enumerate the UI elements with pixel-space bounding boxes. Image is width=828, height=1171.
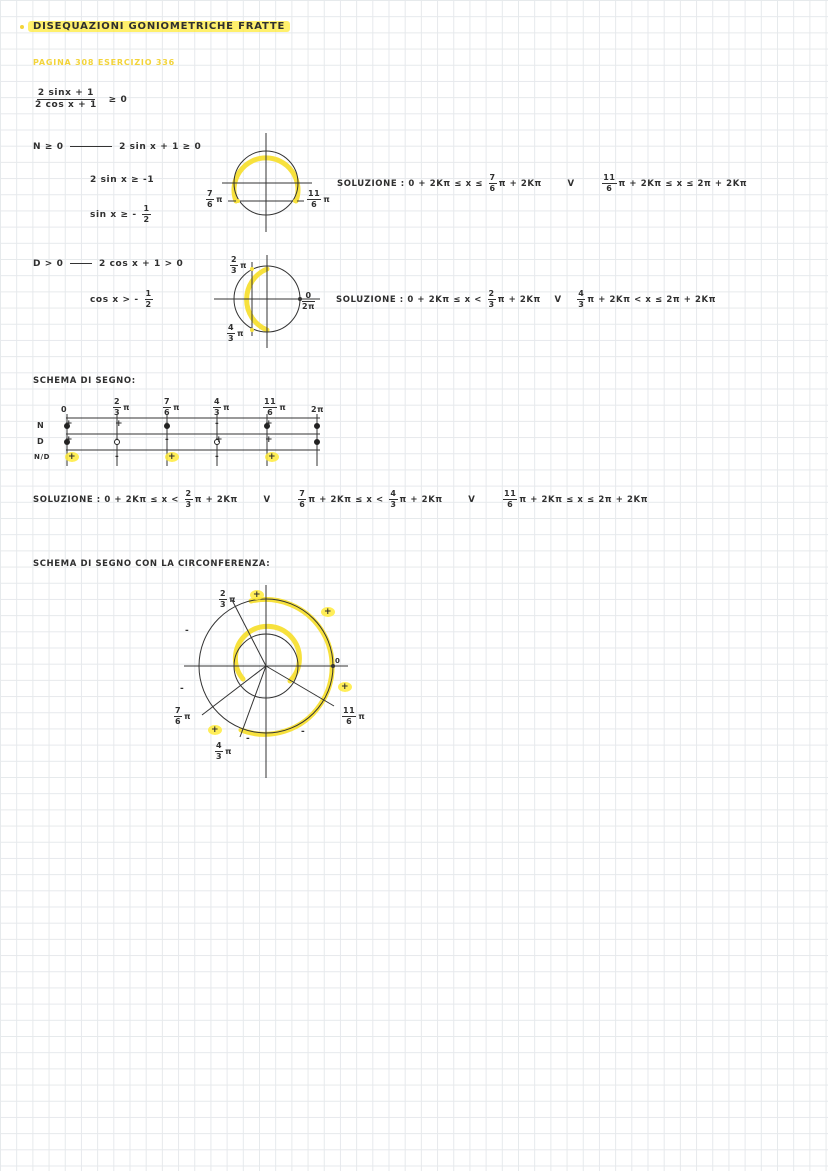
circle-sign-1: + (250, 590, 264, 600)
sign-cell: - (165, 419, 170, 429)
sign-chart-tick-label: $\frac{7}{6}$ π (164, 397, 181, 417)
circle-label-zero: 0 (335, 657, 341, 665)
sign-chart-tick-label: $\frac{4}{3}$ π (214, 397, 231, 417)
circle-sign-4: + (338, 682, 352, 692)
main-inequality: $\frac{2 \sin x + 1}{\text{2 cos x + 1}}$ ≥ 0 (35, 88, 128, 110)
numerator-step3: sin x ≥ - $\frac{1}{2}$ (90, 204, 150, 224)
circle-label-11pi6: $\frac{11}{6}$ π (343, 706, 366, 726)
angle-label-7pi6: $\frac{7}{6}$ π (207, 189, 224, 209)
sign-cell: - (215, 419, 220, 429)
row-label-n: N (37, 421, 45, 430)
circle-chart-title: SCHEMA DI SEGNO CON LA CIRCONFERENZA: (33, 559, 271, 569)
denominator-label: D > 0 2 cos x + 1 > 0 (33, 259, 184, 269)
numerator-step2: 2 sin x ≥ -1 (90, 175, 155, 185)
circle-label-7pi6: $\frac{7}{6}$ π (175, 706, 192, 726)
circle-sign-5: - (180, 684, 185, 694)
page-title: DISEQUAZIONI GONIOMETRICHE FRATTE (22, 21, 290, 32)
numerator-solution: SOLUZIONE : 0 + 2Kπ ≤ x ≤ $\frac{7}{6}$ π + 2Kπ V $\frac{11}{6}$ π + 2Kπ ≤ x ≤ 2π + 2Kπ (337, 173, 748, 193)
row-label-nd: N/D (34, 453, 51, 461)
denominator-solution: SOLUZIONE : 0 + 2Kπ ≤ x < $\frac{2}{3}$ π + 2Kπ V $\frac{4}{3}$ π + 2Kπ < x ≤ 2π + 2Kπ (336, 289, 717, 309)
sign-cell: + (265, 435, 274, 445)
sign-chart-tick-label: $\frac{11}{6}$ π (264, 397, 287, 417)
sign-cell: - (215, 452, 220, 462)
sign-chart-title: SCHEMA DI SEGNO: (33, 376, 136, 386)
circle-sign-8: - (301, 727, 306, 737)
circle-label-4pi3: $\frac{4}{3}$ π (216, 741, 233, 761)
numerator-label: N ≥ 0 2 sin x + 1 ≥ 0 (33, 142, 202, 152)
sign-cell: + (215, 435, 224, 445)
sign-cell: + (65, 452, 79, 462)
circle-sign-6: + (208, 725, 222, 735)
final-solution: SOLUZIONE : 0 + 2Kπ ≤ x < $\frac{2}{3}$ π + 2Kπ V $\frac{7}{6}$ π + 2Kπ ≤ x < $\frac{4}{3}$ π + 2Kπ V $\frac{11}{6}$ π + 2Kπ ≤ x ≤ 2π + 2Kπ (33, 489, 649, 509)
row-label-d: D (37, 437, 45, 446)
circle-sign-7: - (246, 734, 251, 744)
sign-chart-tick-label: 2π (311, 405, 325, 414)
page-subtitle: PAGINA 308 ESERCIZIO 336 (33, 58, 175, 67)
denominator-step2: cos x > - $\frac{1}{2}$ (90, 289, 152, 309)
sign-cell: - (165, 435, 170, 445)
angle-label-4pi3: $\frac{4}{3}$ π (228, 323, 245, 343)
angle-label-11pi6: $\frac{11}{6}$ π (308, 189, 331, 209)
angle-label-0-2pi: $\frac{0}{2\pi}$ (302, 291, 316, 311)
sign-cell: - (115, 452, 120, 462)
sign-cell: + (65, 435, 74, 445)
circle-label-2pi3: $\frac{2}{3}$ π (220, 589, 237, 609)
sign-chart-tick-label: 0 (61, 405, 68, 414)
sign-cell: + (65, 419, 74, 429)
circle-sign-3: - (185, 626, 190, 636)
circle-sign-2: + (321, 607, 335, 617)
sign-cell: - (115, 435, 120, 445)
sign-chart-tick-label: $\frac{2}{3}$ π (114, 397, 131, 417)
angle-label-2pi3: $\frac{2}{3}$ π (231, 255, 248, 275)
sign-cell: + (165, 452, 179, 462)
sign-cell: + (265, 419, 274, 429)
sign-cell: + (115, 419, 124, 429)
sign-cell: + (265, 452, 279, 462)
